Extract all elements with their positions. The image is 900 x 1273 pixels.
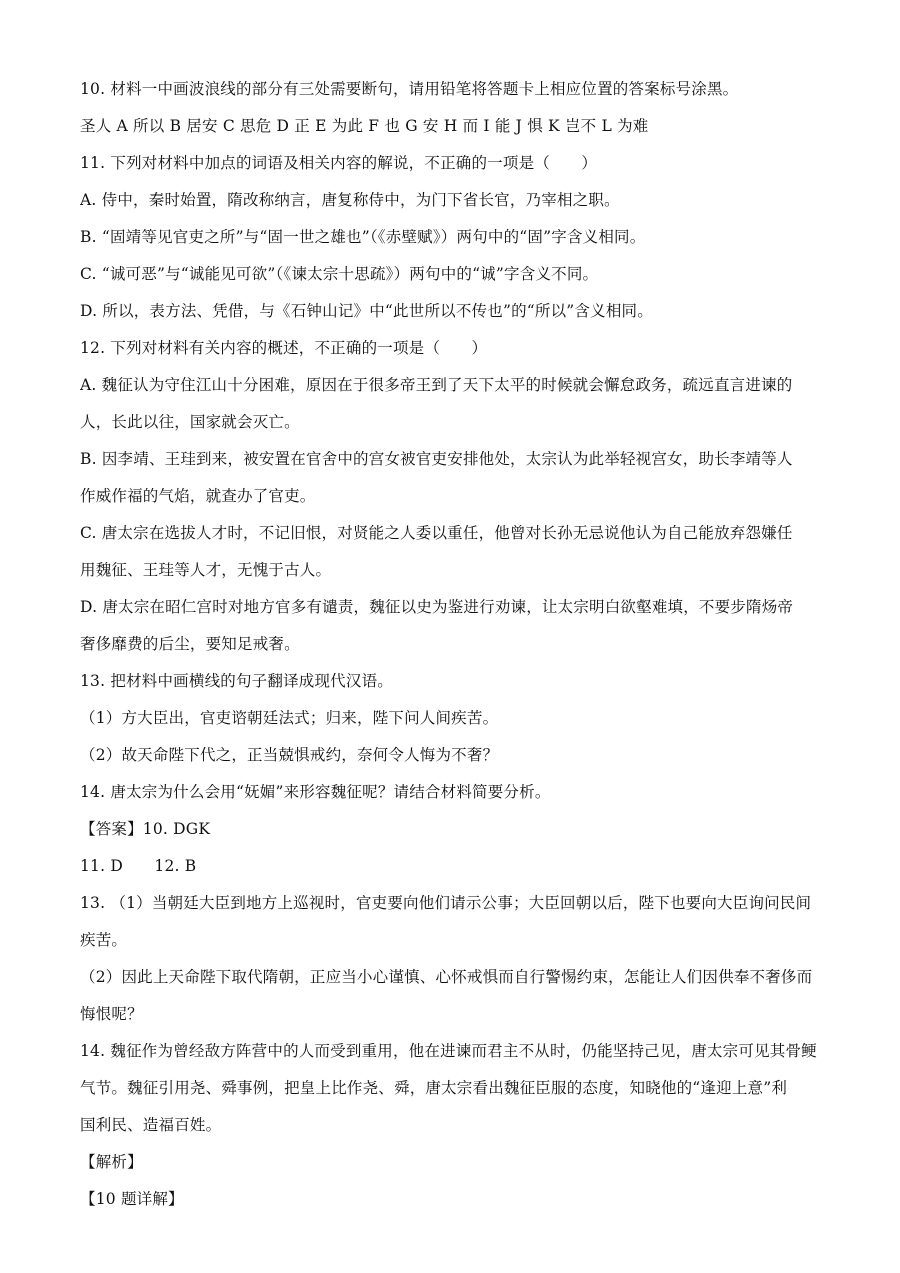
question-12-option-a-cont: 人，长此以往，国家就会灭亡。	[80, 413, 300, 431]
answer-13-part-2: （2）因此上天命陛下取代隋朝，正应当小心谨慎、心怀戒惧而自行警惕约束，怎能让人们因供奉不奢侈而	[80, 968, 813, 986]
answer-11-12: 11. D 12. B	[80, 857, 197, 875]
question-11-option-d: D. 所以，表方法、凭借，与《石钟山记》中“此世所以不传也”的“所以”含义相同。	[80, 302, 653, 320]
question-12-option-b-cont: 作威作福的气焰，就查办了官吏。	[80, 487, 316, 505]
question-12-option-a: A. 魏征认为守住江山十分困难，原因在于很多帝王到了天下太平的时候就会懈怠政务，疏远直言进谏的	[80, 376, 793, 394]
analysis-heading: 【解析】	[80, 1153, 143, 1171]
answer-13-part-2-cont: 悔恨呢？	[80, 1005, 143, 1023]
question-11-option-c: C. “诚可恶”与“诚能见可欲”（《谏太宗十思疏》）两句中的“诚”字含义不同。	[80, 265, 599, 283]
answer-14-cont-2: 国利民、造福百姓。	[80, 1116, 222, 1134]
question-12-option-c: C. 唐太宗在选拔人才时，不记旧恨，对贤能之人委以重任，他曾对长孙无忌说他认为自己能放弃怨嫌任	[80, 524, 793, 542]
answer-14-cont-1: 气节。魏征引用尧、舜事例，把皇上比作尧、舜，唐太宗看出魏征臣服的态度，知晓他的“逢迎上意”利	[80, 1079, 788, 1097]
question-10-detail-heading: 【10 题详解】	[80, 1190, 184, 1208]
question-12-option-d: D. 唐太宗在昭仁宫时对地方官多有谴责，魏征以史为鉴进行劝谏，让太宗明白欲壑难填，不要步隋炀帝	[80, 598, 794, 616]
question-10-prompt: 10. 材料一中画波浪线的部分有三处需要断句，请用铅笔将答题卡上相应位置的答案标号涂黑。	[80, 80, 739, 98]
question-13-sentence-1: （1）方大臣出，官吏谘朝廷法式；归来，陛下问人间疾苦。	[80, 709, 499, 727]
answer-heading: 【答案】10. DGK	[80, 820, 211, 838]
question-11-option-b: B. “固靖等见官吏之所”与“固一世之雄也”（《赤壁赋》）两句中的“固”字含义相同。	[80, 228, 646, 246]
question-12-option-d-cont: 奢侈靡费的后尘，要知足戒奢。	[80, 635, 300, 653]
question-12-prompt: 12. 下列对材料有关内容的概述，不正确的一项是（ ）	[80, 339, 488, 357]
answer-13-part-1: 13. （1）当朝廷大臣到地方上巡视时，官吏要向他们请示公事；大臣回朝以后，陛下也要向大臣询问民间	[80, 894, 812, 912]
question-11-option-a: A. 侍中，秦时始置，隋改称纳言，唐复称侍中，为门下省长官，乃宰相之职。	[80, 191, 620, 209]
question-13-prompt: 13. 把材料中画横线的句子翻译成现代汉语。	[80, 672, 393, 690]
answer-13-part-1-cont: 疾苦。	[80, 931, 128, 949]
answer-14: 14. 魏征作为曾经敌方阵营中的人而受到重用，他在进谏而君主不从时，仍能坚持己见，唐太宗可见其骨鲠	[80, 1042, 817, 1060]
question-11-prompt: 11. 下列对材料中加点的词语及相关内容的解说，不正确的一项是（ ）	[80, 154, 598, 172]
question-14-prompt: 14. 唐太宗为什么会用“妩媚”来形容魏征呢？请结合材料简要分析。	[80, 783, 551, 801]
question-12-option-c-cont: 用魏征、王珪等人才，无愧于古人。	[80, 561, 332, 579]
question-10-text: 圣人 A 所以 B 居安 C 思危 D 正 E 为此 F 也 G 安 H 而 I 能 J 惧 K 岂不 L 为难	[80, 117, 649, 135]
question-12-option-b: B. 因李靖、王珪到来，被安置在官舍中的宫女被官吏安排他处，太宗认为此举轻视宫女，助长李靖等人	[80, 450, 793, 468]
question-13-sentence-2: （2）故天命陛下代之，正当兢惧戒约，奈何令人悔为不奢？	[80, 746, 499, 764]
